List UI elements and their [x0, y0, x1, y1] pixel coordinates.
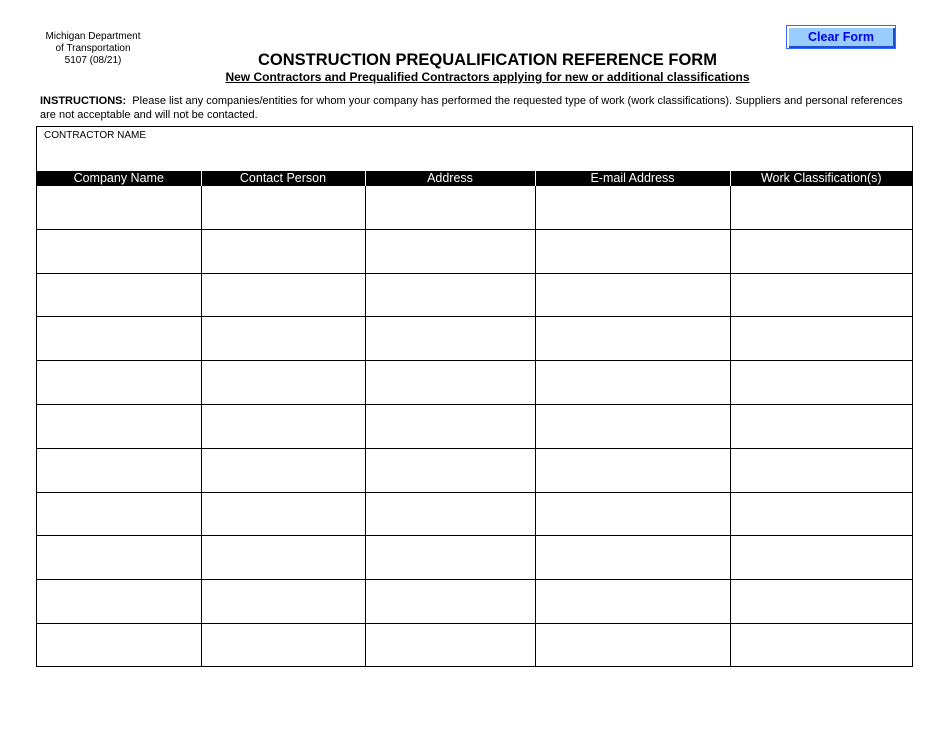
contact-person-cell[interactable]	[201, 317, 365, 361]
table-row	[37, 580, 912, 624]
table-row	[37, 448, 912, 492]
work-classification-cell[interactable]	[730, 492, 912, 536]
table-row	[37, 536, 912, 580]
company-name-cell[interactable]	[37, 623, 201, 666]
email-address-cell[interactable]	[535, 317, 730, 361]
contractor-name-field[interactable]	[37, 142, 912, 171]
form-subtitle: New Contractors and Prequalified Contractors applying for new or additional classifications	[225, 70, 750, 84]
email-address-cell[interactable]	[535, 186, 730, 229]
contact-person-cell[interactable]	[201, 492, 365, 536]
form-title: CONSTRUCTION PREQUALIFICATION REFERENCE FORM	[258, 51, 717, 69]
email-address-cell[interactable]	[535, 492, 730, 536]
address-cell[interactable]	[365, 186, 535, 229]
instructions-label: INSTRUCTIONS:	[40, 95, 127, 107]
column-header-company-name: Company Name	[37, 171, 201, 186]
email-address-cell[interactable]	[535, 623, 730, 666]
work-classification-cell[interactable]	[730, 404, 912, 448]
table-row	[37, 404, 912, 448]
reference-form	[36, 126, 913, 667]
contact-person-cell[interactable]	[201, 448, 365, 492]
address-cell[interactable]	[365, 404, 535, 448]
company-name-cell[interactable]	[37, 404, 201, 448]
company-name-cell[interactable]	[37, 317, 201, 361]
address-cell[interactable]	[365, 448, 535, 492]
table-row	[37, 623, 912, 666]
company-name-cell[interactable]	[37, 273, 201, 317]
form-number: 5107 (08/21)	[64, 55, 122, 66]
address-cell[interactable]	[365, 623, 535, 666]
agency-block	[38, 31, 148, 67]
contact-person-cell[interactable]	[201, 404, 365, 448]
contact-person-cell[interactable]	[201, 229, 365, 273]
contractor-name-label: CONTRACTOR NAME	[44, 130, 147, 141]
email-address-cell[interactable]	[535, 404, 730, 448]
contact-person-cell[interactable]	[201, 361, 365, 405]
email-address-cell[interactable]	[535, 229, 730, 273]
table-row	[37, 186, 912, 229]
contact-person-cell[interactable]	[201, 186, 365, 229]
clear-form-button[interactable]: Clear Form	[786, 25, 896, 49]
address-cell[interactable]	[365, 317, 535, 361]
column-header-address: Address	[365, 171, 535, 186]
company-name-cell[interactable]	[37, 448, 201, 492]
table-row	[37, 361, 912, 405]
email-address-cell[interactable]	[535, 580, 730, 624]
work-classification-cell[interactable]	[730, 536, 912, 580]
company-name-cell[interactable]	[37, 580, 201, 624]
work-classification-cell[interactable]	[730, 580, 912, 624]
email-address-cell[interactable]	[535, 361, 730, 405]
references-table	[37, 171, 912, 667]
address-cell[interactable]	[365, 229, 535, 273]
address-cell[interactable]	[365, 361, 535, 405]
address-cell[interactable]	[365, 492, 535, 536]
work-classification-cell[interactable]	[730, 448, 912, 492]
agency-line: of Transportation	[55, 43, 131, 54]
work-classification-cell[interactable]	[730, 229, 912, 273]
column-header-work-classifications: Work Classification(s)	[730, 171, 912, 186]
contact-person-cell[interactable]	[201, 623, 365, 666]
company-name-cell[interactable]	[37, 536, 201, 580]
contact-person-cell[interactable]	[201, 273, 365, 317]
work-classification-cell[interactable]	[730, 361, 912, 405]
instructions	[40, 95, 915, 122]
work-classification-cell[interactable]	[730, 623, 912, 666]
table-row	[37, 229, 912, 273]
work-classification-cell[interactable]	[730, 317, 912, 361]
contact-person-cell[interactable]	[201, 580, 365, 624]
table-row	[37, 317, 912, 361]
company-name-cell[interactable]	[37, 492, 201, 536]
table-row	[37, 492, 912, 536]
address-cell[interactable]	[365, 536, 535, 580]
company-name-cell[interactable]	[37, 229, 201, 273]
email-address-cell[interactable]	[535, 273, 730, 317]
work-classification-cell[interactable]	[730, 186, 912, 229]
table-row	[37, 273, 912, 317]
company-name-cell[interactable]	[37, 186, 201, 229]
table-header-row	[37, 171, 912, 186]
company-name-cell[interactable]	[37, 361, 201, 405]
column-header-contact-person: Contact Person	[201, 171, 365, 186]
email-address-cell[interactable]	[535, 448, 730, 492]
instructions-text: Please list any companies/entities for whom your company has performed the requested type of work (work classifications). Suppliers and personal references are not acceptable and will not be contacted.	[40, 95, 903, 121]
work-classification-cell[interactable]	[730, 273, 912, 317]
agency-line: Michigan Department	[45, 31, 141, 42]
address-cell[interactable]	[365, 273, 535, 317]
column-header-email-address: E-mail Address	[535, 171, 730, 186]
email-address-cell[interactable]	[535, 536, 730, 580]
address-cell[interactable]	[365, 580, 535, 624]
contact-person-cell[interactable]	[201, 536, 365, 580]
